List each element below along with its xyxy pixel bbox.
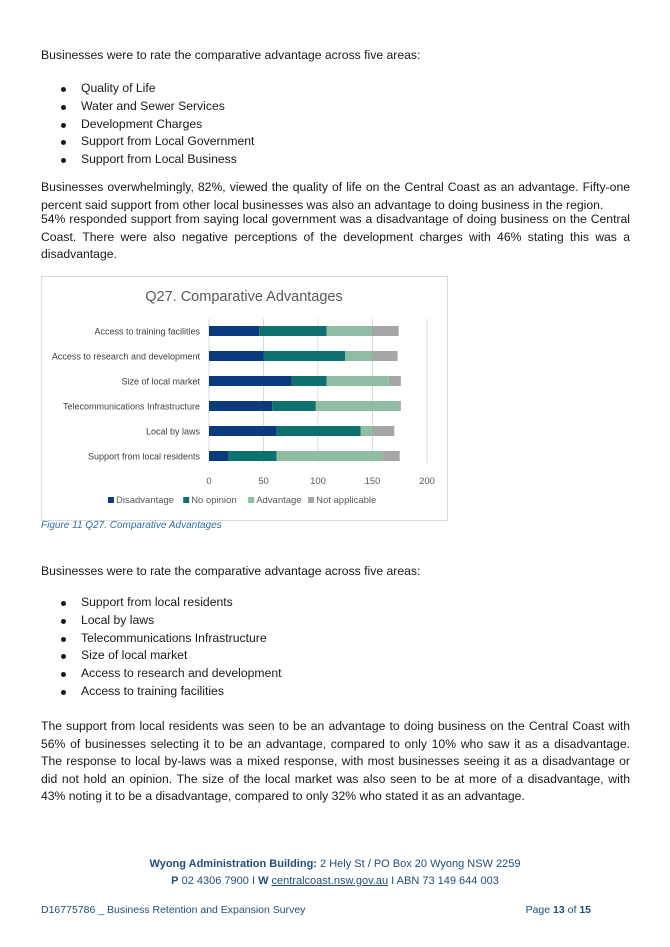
bar-segment-not-applicable xyxy=(371,326,398,336)
footer-page-number xyxy=(526,904,591,916)
x-tick-label: 100 xyxy=(310,476,326,487)
section2-bullet-list xyxy=(41,594,282,701)
bullet-item: Support from Local Business xyxy=(41,151,254,169)
footer-phone-label: P xyxy=(171,875,179,887)
section1-paragraph-1: Businesses overwhelmingly, 82%, viewed the quality of life on the Central Coast as an advantage. Fifty-one percent said support from other local businesses was also an advantage to doing business in the region. xyxy=(41,180,630,212)
bar-segment-advantage xyxy=(327,326,372,336)
bullet-item: Development Charges xyxy=(41,116,254,134)
bar-segment-not-applicable xyxy=(382,451,399,461)
category-label: Local by laws xyxy=(145,426,200,437)
bar-segment-advantage xyxy=(327,376,389,386)
bar-segment-no-opinion xyxy=(277,426,361,436)
page-of: of xyxy=(567,904,577,916)
footer-phone: 02 4306 7900 xyxy=(181,875,249,887)
footer-contact-line xyxy=(0,875,670,887)
page-word: Page xyxy=(525,904,551,916)
bar-segment-disadvantage xyxy=(209,351,264,361)
footer-document-reference: D16775786 _ Business Retention and Expansion Survey xyxy=(41,904,306,916)
bullet-item: Telecommunications Infrastructure xyxy=(41,630,282,648)
bar-segment-no-opinion xyxy=(292,376,327,386)
category-label: Size of local market xyxy=(121,376,200,387)
bullet-item: Support from local residents xyxy=(41,594,282,612)
bar-segment-no-opinion xyxy=(264,351,346,361)
x-tick-label: 0 xyxy=(206,476,212,487)
legend-label: No opinion xyxy=(191,495,237,506)
bar-segment-disadvantage xyxy=(209,451,229,461)
x-tick-label: 150 xyxy=(364,476,381,487)
legend-swatch xyxy=(248,497,254,503)
bar-segment-advantage xyxy=(345,351,372,361)
bar-segment-not-applicable xyxy=(389,376,401,386)
page-total: 15 xyxy=(579,904,591,916)
footer-separator: I xyxy=(251,875,255,887)
section2-intro: Businesses were to rate the comparative advantage across five areas: xyxy=(41,564,421,578)
chart-title: Q27. Comparative Advantages xyxy=(145,289,343,305)
footer-building-label: Wyong Administration Building: xyxy=(149,858,317,870)
section1-intro: Businesses were to rate the comparative advantage across five areas: xyxy=(41,48,421,62)
footer-address-line xyxy=(0,858,670,870)
chart-svg xyxy=(42,277,447,520)
bullet-item: Access to training facilities xyxy=(41,683,282,701)
footer-abn: I ABN 73 149 644 003 xyxy=(391,875,499,887)
bar-segment-advantage xyxy=(277,451,383,461)
bar-segment-disadvantage xyxy=(209,376,292,386)
bar-segment-disadvantage xyxy=(209,401,272,411)
footer-building-address: 2 Hely St / PO Box 20 Wyong NSW 2259 xyxy=(320,858,521,870)
section2-paragraph: The support from local residents was seen to be an advantage to doing business on the Central Coast with 56% of businesses selecting it to be an advantage, compared to only 10% who saw it as a disadvantage. The response to local by-laws was a mixed response, with most businesses seeing it as a disadvantage or did not hold an opinion. The size of the local market was also seen to be at more of a disadvantage, with 43% noting it to be a disadvantage, compared to only 32% who stated it as an advantage. xyxy=(41,719,630,804)
bar-segment-disadvantage xyxy=(209,426,277,436)
legend-swatch xyxy=(183,497,189,503)
bullet-item: Support from Local Government xyxy=(41,133,254,151)
bullet-item: Local by laws xyxy=(41,612,282,630)
bullet-item: Access to research and development xyxy=(41,665,282,683)
category-label: Access to research and development xyxy=(51,351,200,362)
legend-label: Not applicable xyxy=(316,495,377,506)
legend-swatch xyxy=(108,497,114,503)
category-label: Support from local residents xyxy=(87,451,200,462)
bar-segment-no-opinion xyxy=(272,401,316,411)
bar-segment-no-opinion xyxy=(259,326,327,336)
bar-segment-not-applicable xyxy=(373,351,398,361)
bar-segment-advantage xyxy=(361,426,373,436)
x-tick-label: 200 xyxy=(419,476,435,487)
bullet-item: Quality of Life xyxy=(41,80,254,98)
bar-segment-no-opinion xyxy=(229,451,277,461)
legend-swatch xyxy=(308,497,314,503)
bullet-item: Water and Sewer Services xyxy=(41,98,254,116)
footer-website-link[interactable]: centralcoast.nsw.gov.au xyxy=(271,875,389,887)
bar-segment-advantage xyxy=(316,401,399,411)
category-label: Access to training facilities xyxy=(94,326,200,337)
x-tick-label: 50 xyxy=(258,476,269,487)
legend-label: Disadvantage xyxy=(116,495,175,506)
bullet-item: Size of local market xyxy=(41,647,282,665)
section1-bullet-list xyxy=(41,80,254,169)
bar-segment-not-applicable xyxy=(399,401,401,411)
section1-paragraph-2: 54% responded support from saying local government was a disadvantage of doing business on the Central Coast. There were also negative perceptions of the development charges with 46% stating this was a disadvantage. xyxy=(41,212,630,262)
comparative-advantages-chart xyxy=(41,276,448,521)
bar-segment-disadvantage xyxy=(209,326,259,336)
footer-web-label: W xyxy=(258,875,269,887)
category-label: Telecommunications Infrastructure xyxy=(62,401,200,412)
bar-segment-not-applicable xyxy=(373,426,395,436)
page-current: 13 xyxy=(553,904,565,916)
figure-caption: Figure 11 Q27. Comparative Advantages xyxy=(41,520,222,531)
legend-label: Advantage xyxy=(256,495,302,506)
